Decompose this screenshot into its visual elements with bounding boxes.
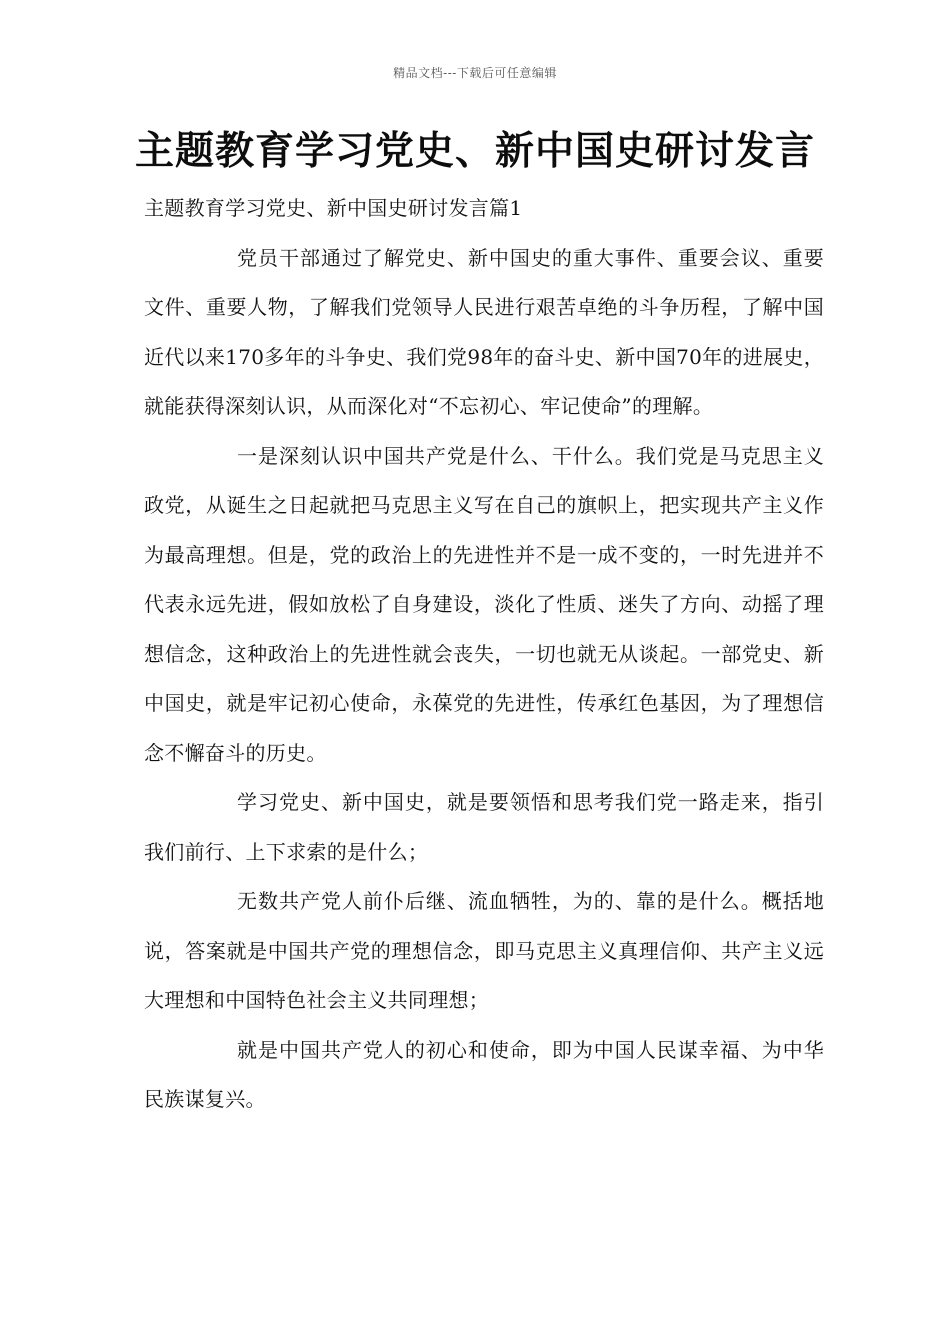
paragraph: 就是中国共产党人的初心和使命，即为中国人民谋幸福、为中华民族谋复兴。 (144, 1037, 824, 1111)
paragraph: 无数共产党人前仆后继、流血牺牲，为的、靠的是什么。概括地说，答案就是中国共产党的理想信念，即马克思主义真理信仰、共产主义远大理想和中国特色社会主义共同理想； (144, 889, 824, 1012)
paragraph: 学习党史、新中国史，就是要领悟和思考我们党一路走来，指引我们前行、上下求索的是什么； (144, 790, 824, 864)
paragraph: 党员干部通过了解党史、新中国史的重大事件、重要会议、重要文件、重要人物，了解我们党领导人民进行艰苦卓绝的斗争历程，了解中国近代以来170多年的斗争史、我们党98年的奋斗史、新中国70年的进展史，就能获得深刻认识，从而深化对“不忘初心、牢记使命”的理解。 (144, 245, 824, 418)
paragraph: 一是深刻认识中国共产党是什么、干什么。我们党是马克思主义政党，从诞生之日起就把马克思主义写在自己的旗帜上，把实现共产主义作为最高理想。但是，党的政治上的先进性并不是一成不变的，一时先进并不代表永远先进，假如放松了自身建设，淡化了性质、迷失了方向、动摇了理想信念，这种政治上的先进性就会丧失，一切也就无从谈起。一部党史、新中国史，就是牢记初心使命，永葆党的先进性，传承红色基因，为了理想信念不懈奋斗的历史。 (144, 443, 824, 765)
header-note: 精品文档---下载后可任意编辑 (393, 66, 557, 80)
document-body (144, 184, 824, 1125)
document-title: 主题教育学习党史、新中国史研讨发言 (134, 129, 815, 174)
document-subtitle: 主题教育学习党史、新中国史研讨发言篇1 (144, 196, 523, 220)
